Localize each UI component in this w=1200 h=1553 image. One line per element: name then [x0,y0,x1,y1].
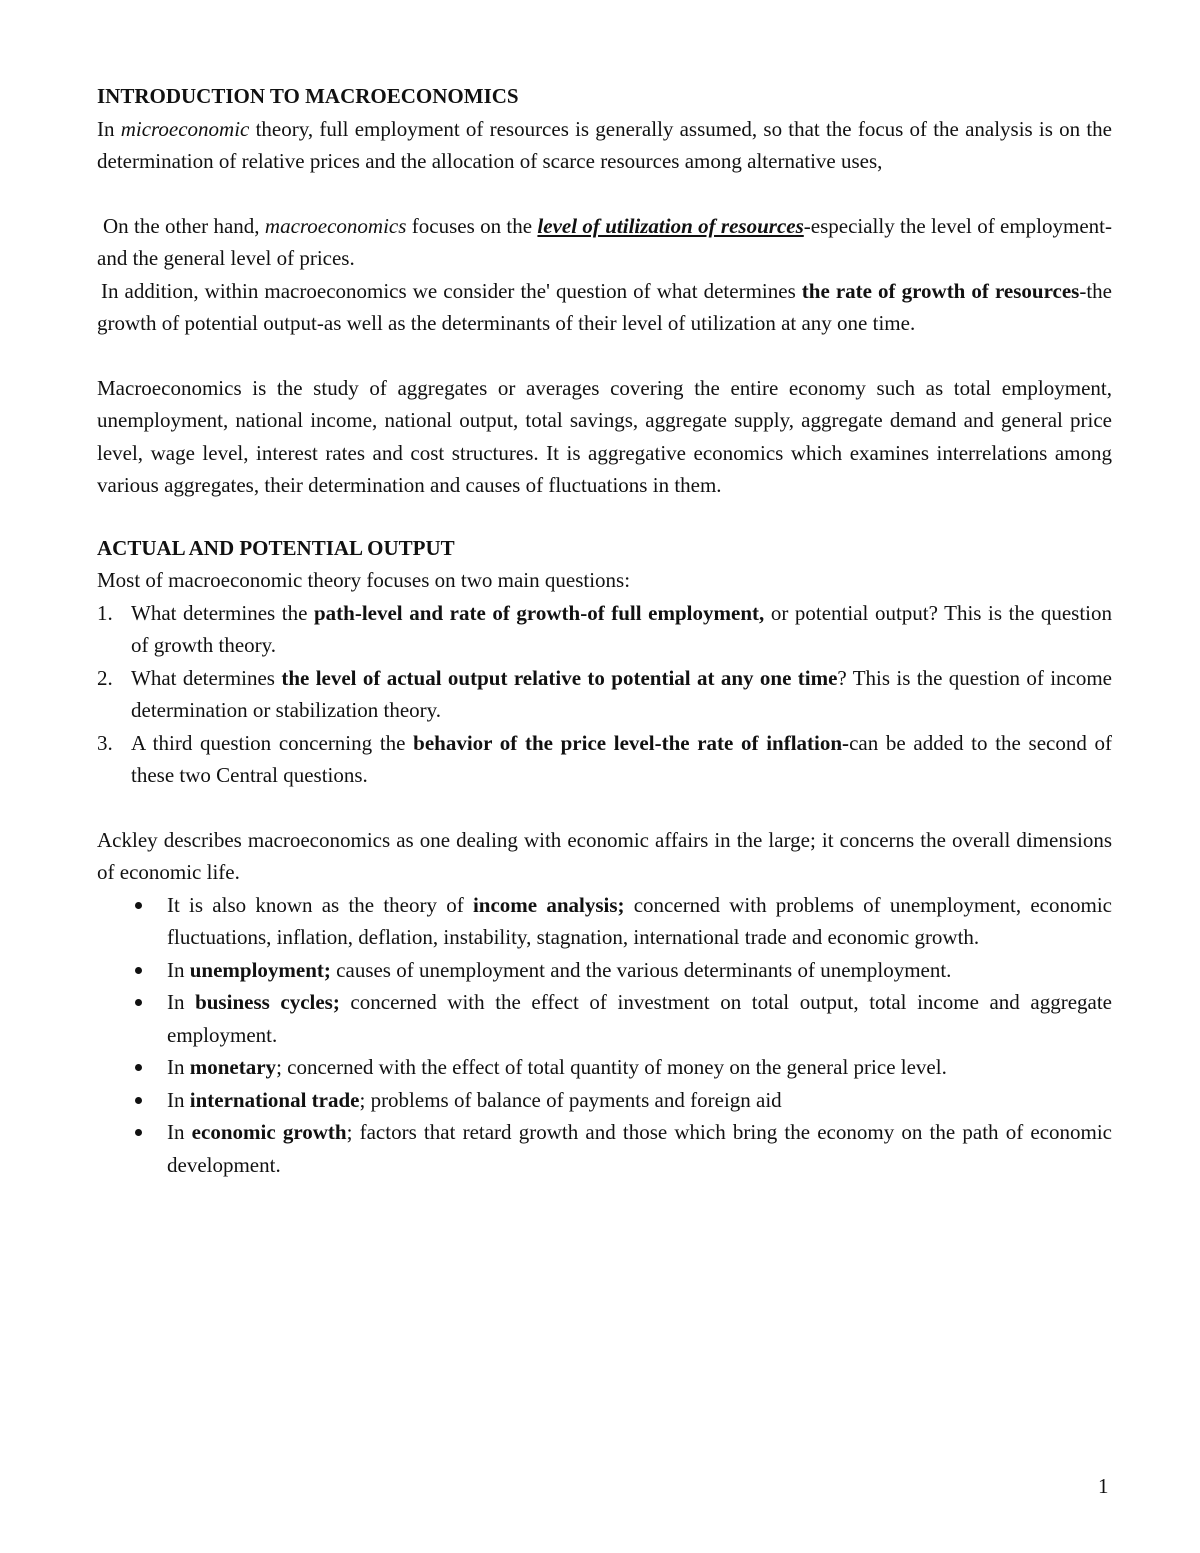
text-run: theory, full employment of resources is generally assumed, so that the focus of the analysis is on the determination of relative prices and the allocation of scarce resources among alternative uses, [97,116,1112,173]
italic-term: macroeconomics [264,213,407,238]
list-number: 2. [97,665,113,690]
italic-term: microeconomic [120,116,250,141]
paragraph-ackley: Ackley describes macroeconomics as one dealing with economic affairs in the large; it concerns the overall dimensions of economic life. [97,827,1112,884]
text-run: ; factors that retard growth and those which bring the economy on the path of economic development. [167,1120,1113,1177]
bold-term: the level of actual output relative to potential at any one time [281,665,838,690]
list-number: 1. [97,600,113,625]
bold-term: unemployment; [189,957,331,982]
numbered-list [97,597,1112,792]
text-run: -the growth of potential output-as well as the determinants of their level of utilization at any one time. [97,278,1112,335]
list-item [97,1116,1112,1181]
text-run: In addition, within macroeconomics we consider the' question of what determines [101,278,802,303]
bold-term: economic growth [191,1120,347,1144]
list-item [97,1051,1112,1084]
text-run: On the other hand, [103,213,265,238]
bullet-icon [135,1129,142,1136]
list-item [97,1084,1112,1117]
list-item [97,954,1112,987]
list-item [97,889,1112,954]
paragraph-aggregates: Macroeconomics is the study of aggregates or averages covering the entire economy such as total employment, unemployment, national income, national output, total savings, aggregate supply, aggregate demand and general price level, wage level, interest rates and cost structures. It is aggregative economics which examines interrelations among various aggregates, their determination and causes of fluctuations in them. [97,375,1112,497]
bullet-icon [135,1097,142,1104]
text-run: A third question concerning the [131,730,414,755]
bullet-icon [135,1064,142,1071]
heading-actual-potential-output: ACTUAL AND POTENTIAL OUTPUT [97,535,455,560]
paragraph-two-questions: Most of macroeconomic theory focuses on two main questions: [97,568,631,592]
list-item [97,597,1112,662]
text-run: can be added to the second of these two Central questions. [131,730,1113,787]
paragraph-rate-of-growth [97,275,1112,340]
text-run: In [97,116,121,141]
text-run: ; problems of balance of payments and foreign aid [359,1087,782,1112]
page-number: 1 [1098,1474,1109,1498]
text-run: In [167,1087,190,1112]
text-run: causes of unemployment and the various determinants of unemployment. [330,957,952,982]
spacer [97,340,1112,372]
bold-term: income analysis; [472,892,625,917]
text-run: It is also known as the theory of [167,892,473,917]
list-item [97,986,1112,1051]
bullet-icon [135,902,142,909]
list-number: 3. [97,730,113,755]
bold-term: path-level and rate of growth-of full employment, [313,600,765,625]
text-run: In [167,990,196,1014]
heading-introduction: INTRODUCTION TO MACROECONOMICS [97,84,519,108]
bold-term: monetary [189,1055,277,1079]
bullet-icon [135,999,142,1006]
text-run: -especially the level of employment-and the general level of prices. [97,213,1113,270]
paragraph-microeconomic [97,113,1112,178]
spacer [97,502,1112,532]
text-run: ; concerned with the effect of total quantity of money on the general price level. [276,1055,947,1079]
spacer [97,792,1112,824]
list-item [97,662,1112,727]
text-run: In [167,1055,190,1079]
bold-term: the rate of growth of resources [801,278,1080,303]
text-run: concerned with the effect of investment on total output, total income and aggregate employment. [167,990,1112,1047]
text-run: What determines the [131,600,314,625]
text-run: concerned with problems of unemployment, economic fluctuations, inflation, deflation, instability, stagnation, international trade and economic growth. [167,892,1112,949]
paragraph-macroeconomics-focus [97,210,1112,275]
underlined-term: level of utilization of resources [537,213,804,238]
text-run: or potential output? This is the question of growth theory. [131,600,1113,657]
bold-term: business cycles; [195,990,340,1014]
bold-term: behavior of the price level-the rate of inflation- [413,730,850,755]
text-run: What determines [131,665,282,690]
text-run: In [167,1120,192,1144]
list-item [97,727,1112,792]
text-run: ? This is the question of income determination or stabilization theory. [131,665,1113,722]
spacer [97,178,1112,210]
bullet-icon [135,967,142,974]
bold-term: international trade [189,1087,360,1112]
text-run: focuses on the [406,213,538,238]
bullet-list [97,889,1112,1182]
text-run: In [167,957,190,982]
